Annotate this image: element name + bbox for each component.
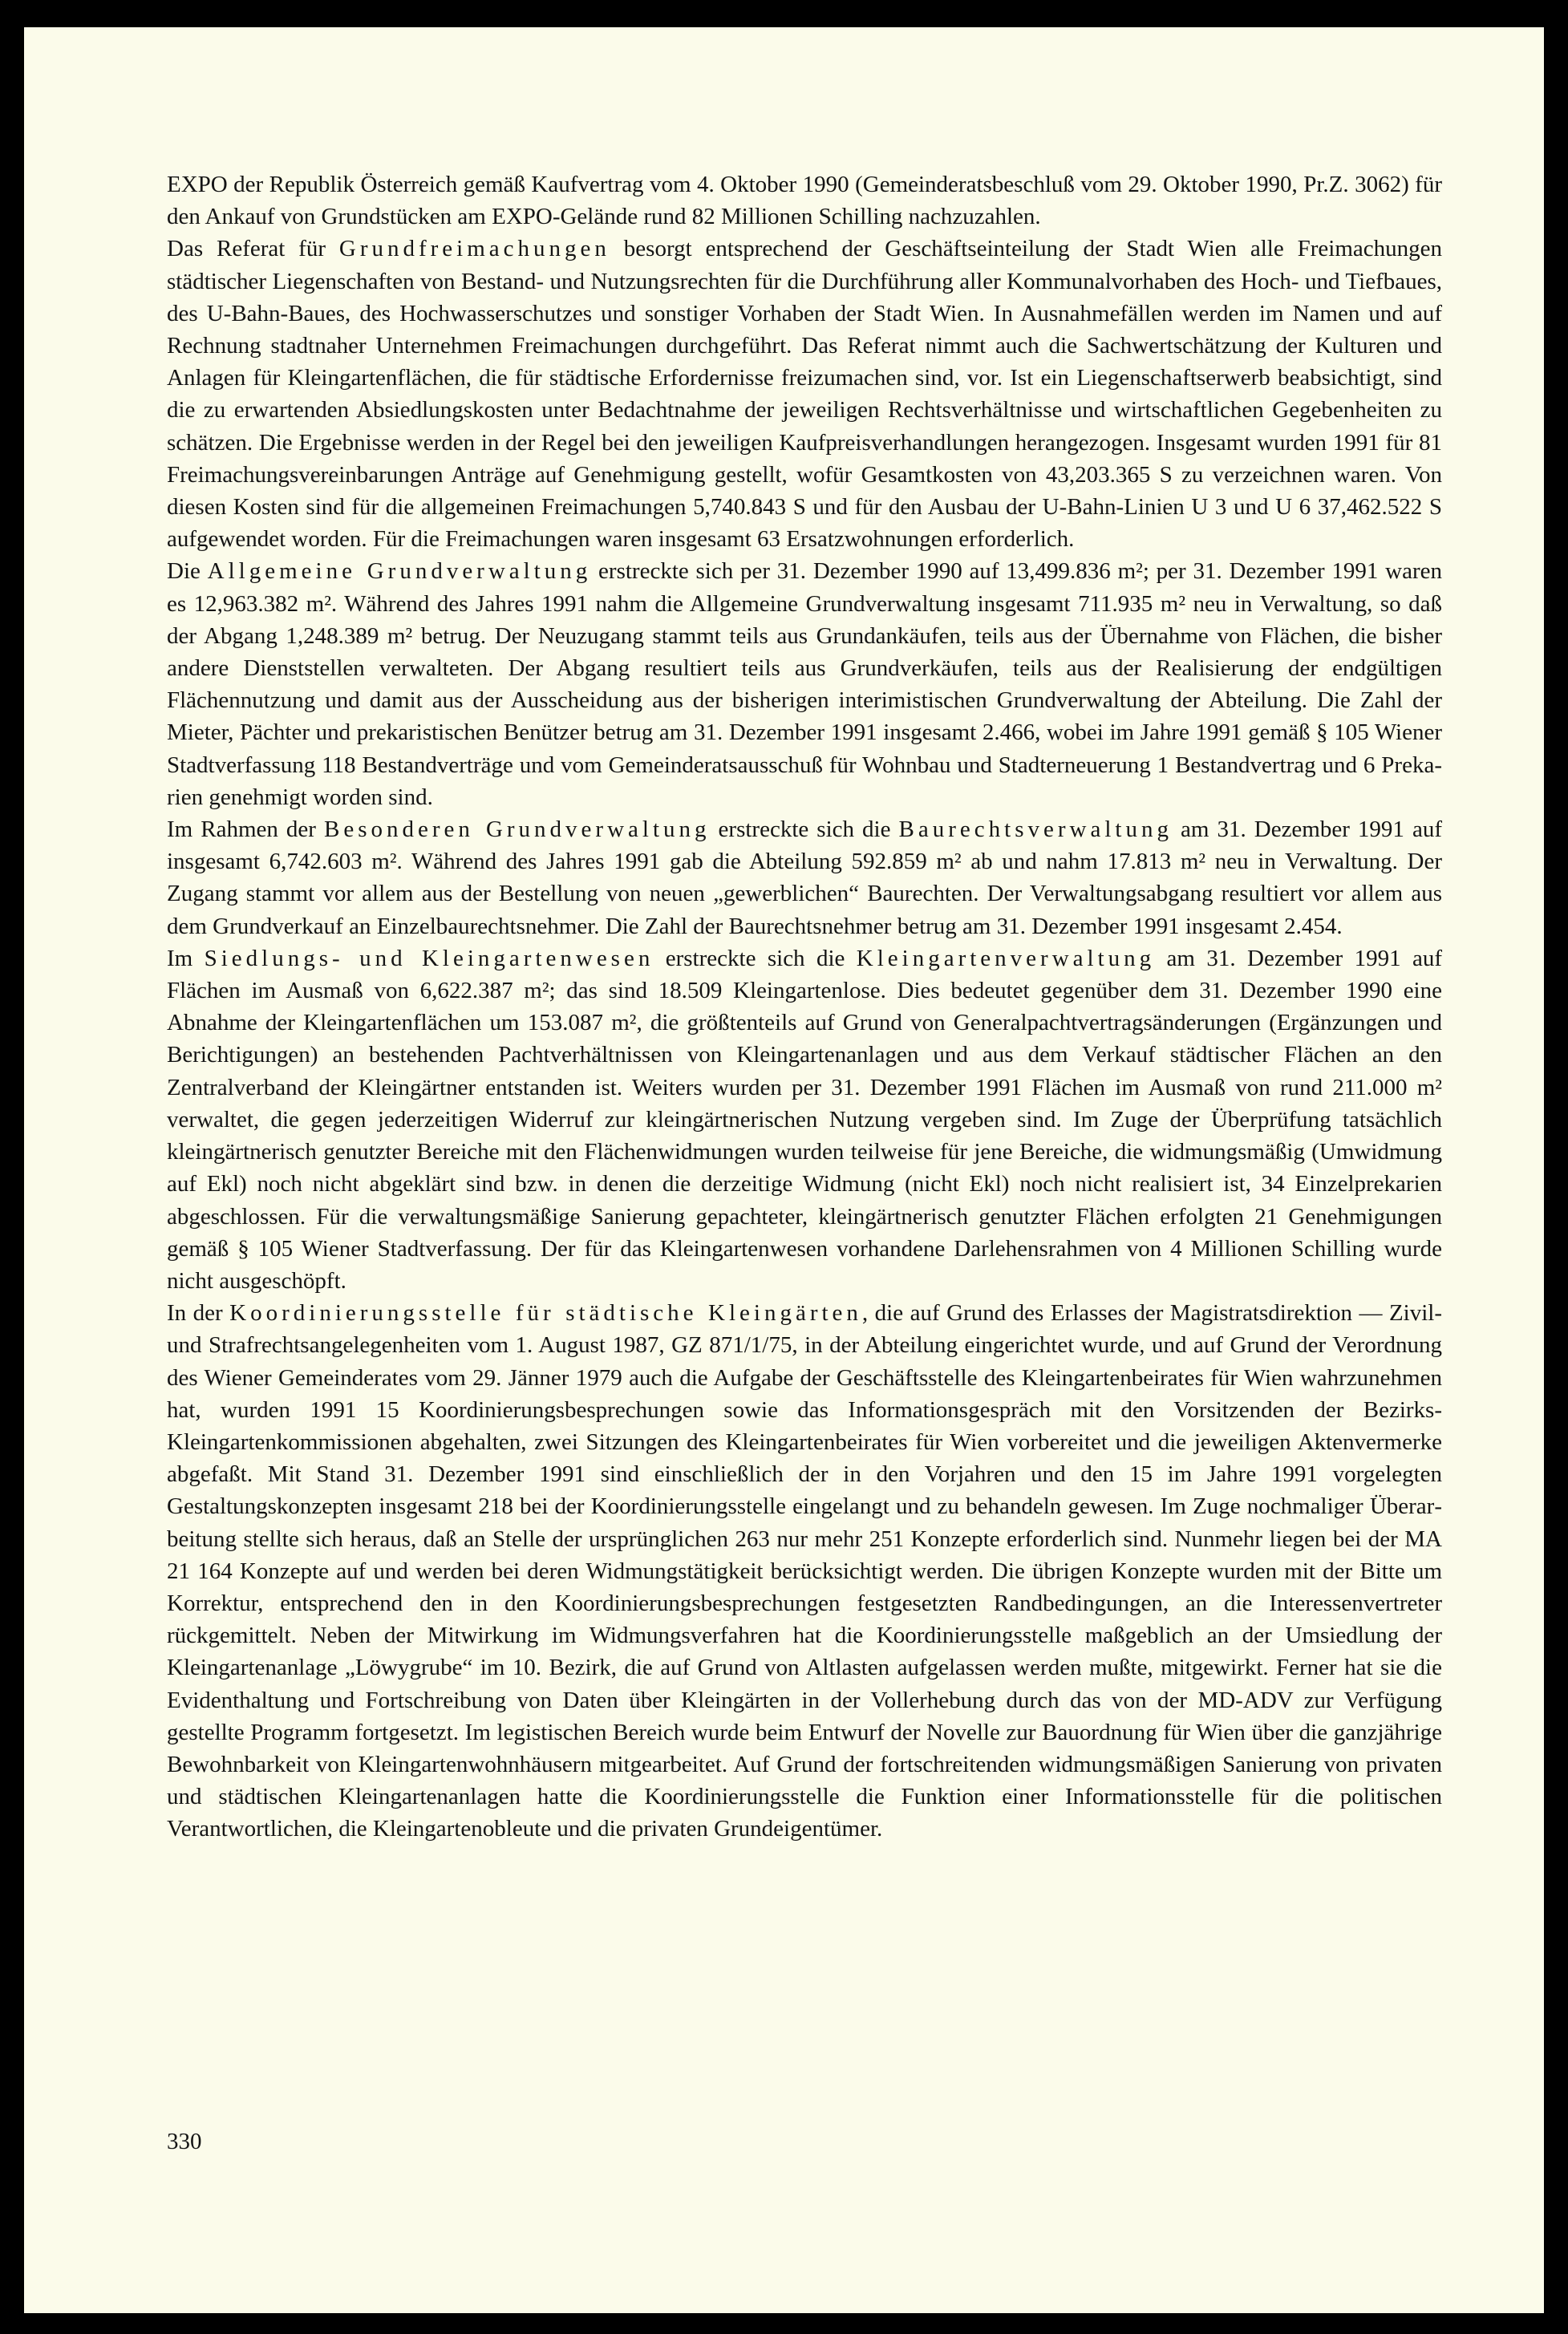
text-run: , die auf Grund des Erlasses der Magistratsdirektion — Zivil- und Strafrechtsangelegenheiten vom 1. August 1987, GZ 871/1/75, in der Abteilung eingerichtet wurde, und auf Grund der Verordnung des Wiener Gemeinderates vom 29. Jänner 1979 auch die Aufgabe der Geschäftsstelle des Kleingartenbeirates für Wien wahrzunehmen hat, wurden 1991 15 Koordinierungsbesprechungen sowie das Informationsgespräch mit den Vorsitzenden der Bezirks-Kleingartenkommissionen abgehalten, zwei Sitzungen des Kleingartenbeirates für Wien vorbereitet und die jeweiligen Aktenvermerke abgefaßt. Mit Stand 31. Dezember 1991 sind einschließlich der in den Vorjahren und den 15 im Jahre 1991 vorgelegten Gestaltungskonzepten insgesamt 218 bei der Koordinierungsstelle eingelangt und zu behandeln gewesen. Im Zuge nochmaliger Überarbeitung stellte sich heraus, daß an Stelle der ursprünglichen 263 nur mehr 251 Konzepte erforderlich sind. Nunmehr liegen bei der MA 21 164 Konzepte auf und werden bei deren Widmungstätigkeit berücksichtigt werden. Die übrigen Konzepte wurden mit der Bitte um Korrektur, entsprechend den in den Koordinierungsbesprechungen festgesetzten Randbedingungen, an die Interessenvertreter rückgemittelt. Neben der Mitwirkung im Widmungsverfahren hat die Koordinierungsstelle maßgeblich an der Umsiedlung der Kleingartenanlage „Löwygrube“ im 10. Bezirk, die auf Grund von Altlasten aufgelassen werden mußte, mitgewirkt. Ferner hat sie die Evidenthaltung und Fortschreibung von Daten über Kleingärten in der Vollerhebung durch das von der MD-ADV zur Verfügung gestellte Programm fortgesetzt. Im legistischen Bereich wurde beim Entwurf der Novelle zur Bauordnung für Wien über die ganzjährige Bewohnbarkeit von Kleingartenwohnhäusern mitgearbeitet. Auf Grund der fortschreitenden widmungsmäßigen Sanierung von privaten und städtischen Kleingartenanlagen hatte die Koordinierungsstelle die Funktion einer Informationsstelle für die politischen Verantwortlichen, die Kleingartenobleute und die privaten Grundeigentümer. (167, 1300, 1442, 1842)
spaced-term: Grundfreimachungen (338, 236, 610, 262)
paragraph-koordinierungsstelle (167, 1297, 1442, 1845)
page-number: 330 (167, 2129, 202, 2154)
text-run: In der (167, 1300, 230, 1327)
text-run: Im Rahmen der (167, 816, 325, 843)
spaced-term: Siedlungs- und Kleingartenwesen (204, 945, 654, 971)
text-run: am 31. Dezember 1991 auf insgesamt 6,742.603 m². Während des Jahres 1991 gab die Abteilung 592.859 m² ab und nahm 17.813 m² neu in Verwaltung. Der Zugang stammt vor allem aus der Bestellung von neuen „gewerblichen“ Baurechten. Der Verwaltungsabgang resultiert vor allem aus dem Grundverkauf an Einzelbaurechtsnehmer. Die Zahl der Baurechtsnehmer betrug am 31. Dezember 1991 insgesamt 2.454. (167, 816, 1443, 939)
text-run: Die (167, 558, 208, 585)
paragraph-kleingartenwesen (167, 942, 1442, 1297)
text-run: am 31. Dezember 1991 auf Flächen im Ausmaß von 6,622.387 m²; das sind 18.509 Kleingartenlose. Dies bedeutet gegenüber dem 31. Dezember 1990 eine Abnahme der Kleingartenflächen um 153.087 m², die größtenteils auf Grund von Generalpachtvertragsänderungen (Ergänzungen und Berichtigungen) an bestehenden Pachtverhältnissen von Kleingartenanlagen und aus dem Verkauf städtischer Flächen an den Zentralverband der Kleingärtner entstanden ist. Weiters wurden per 31. Dezember 1991 Flächen im Ausmaß von rund 211.000 m² verwaltet, die gegen jederzeitigen Widerruf zur kleingärtnerischen Nutzung vergeben sind. Im Zuge der Überprüfung tatsächlich kleingärtnerisch genutzter Bereiche mit den Flächenwidmungen wurden teilweise für jene Bereiche, die widmungsmäßig (Umwidmung auf Ekl) noch nicht abgeklärt sind bzw. in denen die derzeitige Widmung (nicht Ekl) noch nicht realisiert ist, 34 Einzelprekarien abgeschlossen. Für die verwaltungsmäßige Sanierung gepachteter, kleingärtnerisch genutzter Flächen erfolgten 21 Genehmigungen gemäß § 105 Wiener Stadtverfassung. Der für das Kleingartenwesen vorhandene Darlehensrahmen von 4 Millionen Schilling wurde nicht ausgeschöpft. (167, 945, 1442, 1294)
paragraph-expo (167, 168, 1442, 233)
text-run: Im (167, 945, 205, 971)
text-run: erstreckte sich die (710, 816, 899, 843)
text-run: EXPO der Republik Österreich gemäß Kaufvertrag vom 4. Oktober 1990 (Gemeinderatsbeschluß vom 29. Oktober 1990, Pr.Z. 3062) für den Ankauf von Grundstücken am EXPO-Gelände rund 82 Millionen Schilling nachzuzahlen. (167, 172, 1442, 230)
paragraph-allgemeine-grundverwaltung (167, 555, 1442, 813)
paragraph-grundfreimachungen (167, 233, 1442, 555)
text-run: erstreckte sich die (654, 945, 857, 971)
text-run: erstreckte sich per 31. Dezember 1990 auf 13,499.836 m²; per 31. Dezember 1991 waren es 12,963.382 m². Während des Jahres 1991 nahm die Allgemeine Grundverwaltung insgesamt 711.935 m² neu in Verwaltung, so daß der Abgang 1,248.389 m² betrug. Der Neuzugang stammt teils aus Grundankäufen, teils aus der Übernahme von Flächen, die bisher andere Dienststellen verwalteten. Der Abgang resultiert teils aus Grundverkäufen, teils aus der Realisierung der endgültigen Flächennutzung und damit aus der Ausscheidung aus der bisherigen interimistischen Grundverwaltung der Abteilung. Die Zahl der Mieter, Pächter und prekaristischen Benützer betrug am 31. Dezember 1991 insgesamt 2.466, wobei im Jahre 1991 gemäß § 105 Wiener Stadtverfassung 118 Bestandverträge und vom Gemeinderatsausschuß für Wohnbau und Stadterneuerung 1 Bestandvertrag und 6 Prekarien genehmigt worden sind. (167, 558, 1443, 810)
document-page (24, 27, 1544, 2313)
spaced-term: Baurechtsverwaltung (898, 816, 1173, 843)
body-text (167, 168, 1442, 1846)
spaced-term: Kleingartenverwaltung (856, 945, 1156, 971)
spaced-term: Besonderen Grundverwaltung (324, 816, 711, 843)
spaced-term: Koordinierungsstelle für städtische Kleingärten (229, 1300, 862, 1327)
spaced-term: Allgemeine Grundverwaltung (207, 558, 592, 585)
text-run: Das Referat für (167, 236, 339, 262)
paragraph-besondere-grundverwaltung (167, 813, 1442, 942)
text-run: besorgt entsprechend der Geschäftseinteilung der Stadt Wien alle Freimachungen städtischer Liegenschaften von Bestand- und Nutzungsrechten für die Durchführung aller Kommunalvorhaben des Hoch- und Tiefbaues, des U-Bahn-Baues, des Hochwasserschutzes und sonstiger Vorhaben der Stadt Wien. In Ausnahmefällen werden im Namen und auf Rechnung stadtnaher Unternehmen Freimachungen durchgeführt. Das Referat nimmt auch die Sachwertschätzung der Kulturen und Anlagen für Kleingartenflächen, die für städtische Erfordernisse freizumachen sind, vor. Ist ein Liegenschaftserwerb beabsichtigt, sind die zu erwartenden Absiedlungskosten unter Bedachtnahme der jeweiligen Rechtsverhältnisse und wirtschaftlichen Gegebenheiten zu schätzen. Die Ergebnisse werden in der Regel bei den jeweiligen Kaufpreisverhandlungen herangezogen. Insgesamt wurden 1991 für 81 Freimachungsvereinbarungen Anträge auf Genehmigung gestellt, wofür Gesamtkosten von 43,203.365 S zu verzeichnen waren. Von diesen Kosten sind für die allgemeinen Freimachungen 5,740.843 S und für den Ausbau der U-Bahn-Linien U 3 und U 6 37,462.522 S aufgewendet worden. Für die Freimachungen waren insgesamt 63 Ersatzwohnungen erforderlich. (167, 236, 1442, 553)
